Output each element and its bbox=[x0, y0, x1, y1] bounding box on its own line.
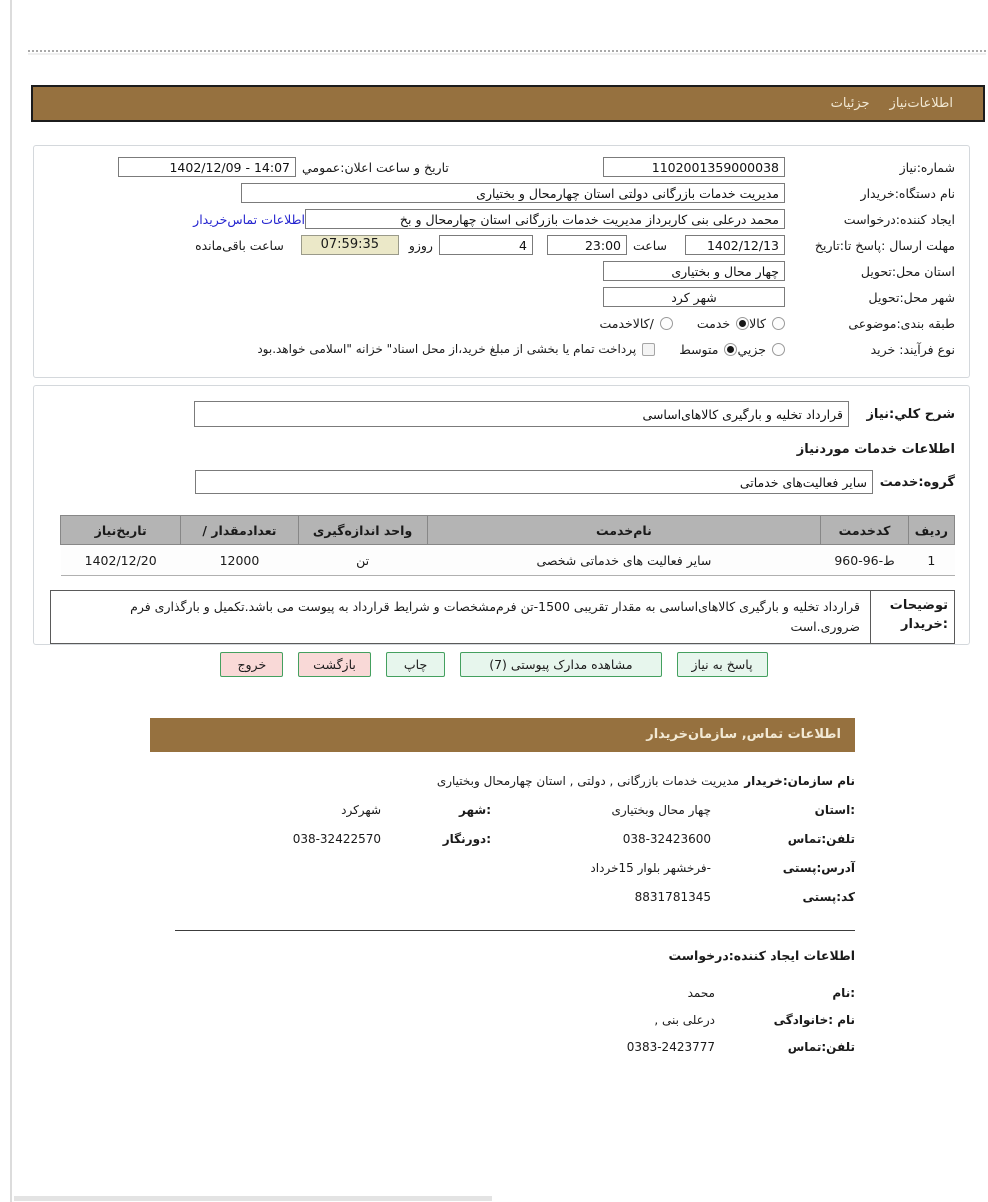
delivery-city-input[interactable] bbox=[603, 287, 785, 307]
requester-lastname-label: نام :خانوادگی bbox=[773, 1012, 855, 1027]
row-delivery-city bbox=[48, 284, 955, 310]
medium-radio[interactable] bbox=[724, 343, 737, 356]
cell-unit: تن bbox=[298, 545, 427, 576]
row-purchase-process bbox=[48, 336, 955, 362]
service-group-label: گروه:خدمت bbox=[879, 474, 955, 490]
row-service-group bbox=[48, 469, 955, 495]
buyer-org-input[interactable] bbox=[241, 183, 785, 203]
action-buttons bbox=[0, 652, 988, 677]
row-org-address bbox=[150, 853, 855, 882]
col-service-code: کدخدمت bbox=[821, 516, 909, 545]
back-button[interactable]: بازگشت bbox=[298, 652, 371, 677]
treasury-note-label: پرداخت تمام یا بخشی از مبلغ خرید،از محل اسناد" خزانه "اسلامی خواهد.بود bbox=[257, 342, 637, 356]
row-buyer-org bbox=[48, 180, 955, 206]
option-medium bbox=[679, 342, 737, 357]
deadline-date-input[interactable] bbox=[685, 235, 785, 255]
days-left-input[interactable] bbox=[439, 235, 533, 255]
minor-label: جزیي bbox=[737, 341, 766, 357]
left-margin-line bbox=[10, 0, 12, 1202]
cell-service-code: 960-96-ط bbox=[821, 545, 909, 576]
tab-details[interactable]: جزئیات bbox=[830, 96, 870, 111]
cell-quantity: 12000 bbox=[181, 545, 298, 576]
col-unit: واحد اندازه‌گیری bbox=[298, 516, 427, 545]
buyer-notes-label: توضیحات :خریدار bbox=[870, 591, 954, 643]
view-attachments-button[interactable]: مشاهده مدارک پیوستی (7) bbox=[460, 652, 661, 677]
cell-service-name: سایر فعالیت های خدماتی شخصی bbox=[427, 545, 821, 576]
minor-radio[interactable] bbox=[772, 343, 785, 356]
request-creator-label: ایجاد کننده:درخواست bbox=[843, 211, 955, 227]
medium-label: متوسط bbox=[679, 341, 719, 357]
announce-datetime-input[interactable] bbox=[118, 157, 296, 177]
requester-phone-label: تلفن:تماس bbox=[787, 1039, 855, 1054]
need-details-card bbox=[33, 385, 970, 645]
requester-firstname-label: :نام bbox=[832, 985, 855, 1000]
purchase-process-label: نوع فرآیند: خرید bbox=[870, 341, 955, 357]
org-zip-label: کد:پستی bbox=[802, 889, 855, 904]
goods-service-label: /کالاخدمت bbox=[599, 315, 654, 331]
row-deadline bbox=[48, 232, 955, 258]
need-summary-card bbox=[33, 145, 970, 378]
org-fax-label: :دورنگار bbox=[442, 831, 491, 846]
bottom-scrollbar-strip[interactable] bbox=[14, 1196, 492, 1201]
org-zip-value: 8831781345 bbox=[634, 889, 711, 904]
buyer-notes-box bbox=[50, 590, 955, 644]
requester-section bbox=[150, 948, 855, 1060]
option-goods bbox=[749, 316, 785, 331]
subject-category-label: طبقه بندی:موضوعی bbox=[848, 315, 955, 331]
col-service-name: نام‌خدمت bbox=[427, 516, 821, 545]
need-description-label: شرح کلي:نیاز bbox=[866, 406, 955, 422]
respond-button[interactable]: پاسخ به نیاز bbox=[677, 652, 768, 677]
row-org-phone-fax bbox=[150, 824, 855, 853]
option-goods-service bbox=[599, 316, 672, 331]
need-description-input[interactable] bbox=[194, 401, 849, 427]
requester-phone-value: 0383-2423777 bbox=[626, 1039, 715, 1054]
option-minor bbox=[737, 342, 785, 357]
required-services-heading: اطلاعات خدمات موردنیاز bbox=[796, 442, 955, 457]
requester-firstname-value: محمد bbox=[687, 985, 715, 1000]
print-button[interactable]: چاپ bbox=[386, 652, 445, 677]
services-table bbox=[60, 515, 955, 576]
row-requester-firstname bbox=[150, 979, 855, 1006]
org-address-value: -فرخشهر بلوار 15خرداد bbox=[590, 860, 711, 875]
col-need-date: تاریخ‌نیاز bbox=[61, 516, 181, 545]
row-delivery-province bbox=[48, 258, 955, 284]
row-requester-lastname bbox=[150, 1006, 855, 1033]
service-label: خدمت bbox=[696, 315, 731, 331]
deadline-time-input[interactable] bbox=[547, 235, 627, 255]
days-label: روزو bbox=[408, 237, 433, 253]
option-service bbox=[697, 316, 749, 331]
request-creator-input[interactable] bbox=[305, 209, 785, 229]
goods-service-radio[interactable] bbox=[660, 317, 673, 330]
buyer-org-label: نام دستگاه:خریدار bbox=[860, 185, 955, 201]
org-city-label: :شهر bbox=[459, 802, 491, 817]
top-tab-bar bbox=[31, 85, 985, 122]
tab-need-info[interactable]: اطلاعات‌نیاز bbox=[889, 96, 953, 111]
remaining-hours-label: ساعت باقی‌مانده bbox=[195, 237, 284, 253]
row-requester-phone bbox=[150, 1033, 855, 1060]
dotted-divider bbox=[28, 50, 986, 52]
exit-button[interactable]: خروج bbox=[220, 652, 283, 677]
row-need-number bbox=[48, 154, 955, 180]
row-org-zip bbox=[150, 882, 855, 911]
need-number-label: شماره:نیاز bbox=[899, 159, 955, 175]
delivery-province-label: استان محل:تحویل bbox=[860, 263, 955, 279]
org-province-value: چهار محال وبختیاری bbox=[611, 802, 711, 817]
treasury-checkbox[interactable] bbox=[642, 343, 655, 356]
buyer-notes-text[interactable]: قرارداد تخلیه و بارگیری کالاهای‌اساسی به مقدار تقریبی 1500-تن فرم‌مشخصات و شرایط قرارداد به پیوست می باشد.تکمیل و بارگذاری فرم ضروری.است bbox=[130, 599, 860, 634]
org-phone-label: تلفن:تماس bbox=[787, 831, 855, 846]
section-divider bbox=[175, 930, 855, 931]
cell-row-number: 1 bbox=[908, 545, 954, 576]
row-need-description bbox=[48, 400, 955, 428]
org-city-value: شهرکرد bbox=[341, 802, 381, 817]
requester-lastname-value: درعلی بنی , bbox=[654, 1012, 715, 1027]
col-row-number: ردیف bbox=[908, 516, 954, 545]
need-number-input[interactable] bbox=[603, 157, 785, 177]
col-quantity: تعدادمقدار / bbox=[181, 516, 298, 545]
buyer-contact-link[interactable]: اطلاعات تماس‌خریدار bbox=[193, 211, 305, 227]
row-org-name bbox=[150, 766, 855, 795]
goods-radio[interactable] bbox=[772, 317, 785, 330]
org-contact-header: اطلاعات تماس, سازمان‌خریدار bbox=[150, 718, 855, 752]
option-treasury-payment bbox=[257, 342, 655, 356]
row-subject-category bbox=[48, 310, 955, 336]
requester-heading: اطلاعات ایجاد کننده:درخواست bbox=[668, 948, 855, 963]
delivery-province-input[interactable] bbox=[603, 261, 785, 281]
services-table-header-row bbox=[61, 516, 955, 545]
org-fax-value: 038-32422570 bbox=[292, 831, 381, 846]
row-org-province-city bbox=[150, 795, 855, 824]
org-name-value: مدیریت خدمات بازرگانی , دولتی , استان چهارمحال وبختیاری bbox=[436, 773, 739, 788]
cell-need-date: 1402/12/20 bbox=[61, 545, 181, 576]
row-request-creator bbox=[48, 206, 955, 232]
deadline-hour-label: ساعت bbox=[632, 237, 667, 253]
delivery-city-label: شهر محل:تحویل bbox=[868, 289, 955, 305]
table-row bbox=[61, 545, 955, 576]
announce-label: تاریخ و ساعت اعلان:عمومي bbox=[302, 159, 449, 175]
org-name-label: نام سازمان:خریدار bbox=[744, 773, 855, 788]
service-radio[interactable] bbox=[736, 317, 749, 330]
service-group-input[interactable] bbox=[195, 470, 873, 494]
deadline-label: مهلت ارسال :پاسخ تا:تاریخ bbox=[814, 237, 955, 253]
countdown-timer: 07:59:35 bbox=[301, 235, 399, 255]
goods-label: کالا bbox=[749, 315, 766, 331]
org-address-label: آدرس:پستی bbox=[782, 860, 855, 875]
org-province-label: :استان bbox=[814, 802, 855, 817]
org-contact-section bbox=[150, 766, 855, 911]
org-phone-value: 038-32423600 bbox=[622, 831, 711, 846]
